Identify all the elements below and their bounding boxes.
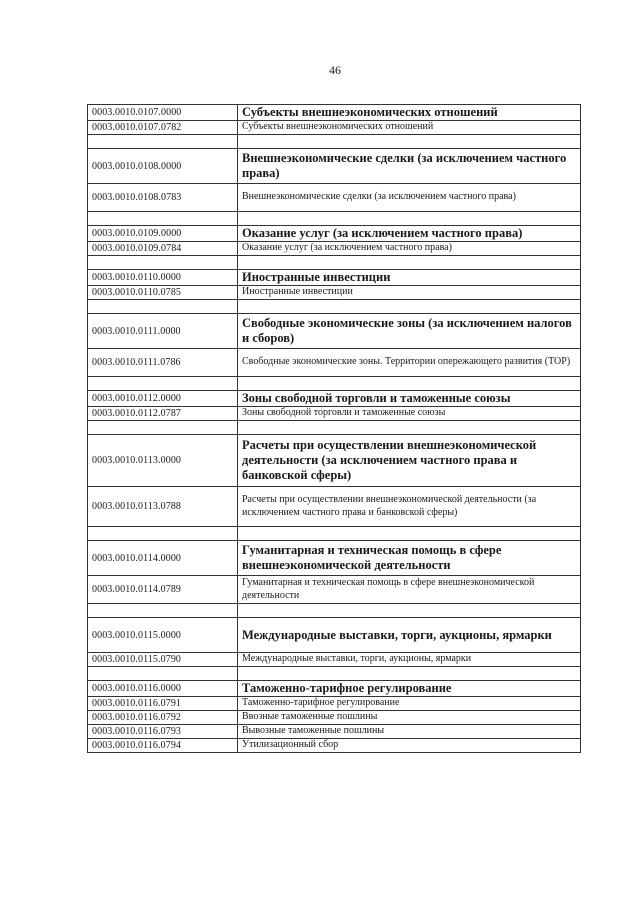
subsection-title: Таможенно-тарифное регулирование: [238, 697, 581, 711]
classifier-code: 0003.0010.0116.0791: [88, 697, 238, 711]
classifier-code: 0003.0010.0108.0000: [88, 149, 238, 184]
subsection-row: [88, 121, 581, 135]
spacer-cell: [88, 135, 238, 149]
classifier-table: [87, 104, 581, 753]
classifier-code: 0003.0010.0115.0790: [88, 653, 238, 667]
classifier-code: 0003.0010.0114.0000: [88, 541, 238, 576]
section-title: Международные выставки, торги, аукционы, ярмарки: [238, 618, 581, 653]
subsection-title: Внешнеэкономические сделки (за исключением частного права): [238, 184, 581, 212]
spacer-row: [88, 256, 581, 270]
section-header-row: [88, 149, 581, 184]
subsection-title: Субъекты внешнеэкономических отношений: [238, 121, 581, 135]
spacer-cell: [88, 377, 238, 391]
spacer-cell: [238, 135, 581, 149]
classifier-code: 0003.0010.0112.0787: [88, 407, 238, 421]
subsection-title: Гуманитарная и техническая помощь в сфере внешнеэкономической деятельности: [238, 576, 581, 604]
spacer-cell: [238, 212, 581, 226]
subsection-title: Утилизационный сбор: [238, 739, 581, 753]
section-title: Зоны свободной торговли и таможенные союзы: [238, 391, 581, 407]
classifier-code: 0003.0010.0116.0792: [88, 711, 238, 725]
section-header-row: [88, 270, 581, 286]
classifier-code: 0003.0010.0113.0788: [88, 487, 238, 527]
section-header-row: [88, 435, 581, 487]
spacer-row: [88, 135, 581, 149]
page-number: 46: [329, 63, 341, 77]
section-title: Субъекты внешнеэкономических отношений: [238, 105, 581, 121]
subsection-title: Оказание услуг (за исключением частного права): [238, 242, 581, 256]
section-title: Таможенно-тарифное регулирование: [238, 681, 581, 697]
classifier-code: 0003.0010.0107.0000: [88, 105, 238, 121]
subsection-row: [88, 725, 581, 739]
classifier-code: 0003.0010.0116.0000: [88, 681, 238, 697]
spacer-cell: [238, 667, 581, 681]
subsection-row: [88, 711, 581, 725]
spacer-cell: [238, 421, 581, 435]
spacer-cell: [238, 377, 581, 391]
spacer-row: [88, 212, 581, 226]
subsection-title: Расчеты при осуществлении внешнеэкономической деятельности (за исключением частного права и банковской сферы): [238, 487, 581, 527]
classifier-code: 0003.0010.0116.0793: [88, 725, 238, 739]
classifier-code: 0003.0010.0109.0000: [88, 226, 238, 242]
spacer-cell: [88, 300, 238, 314]
section-header-row: [88, 314, 581, 349]
section-title: Иностранные инвестиции: [238, 270, 581, 286]
section-header-row: [88, 391, 581, 407]
spacer-row: [88, 667, 581, 681]
classifier-code: 0003.0010.0113.0000: [88, 435, 238, 487]
classifier-code: 0003.0010.0108.0783: [88, 184, 238, 212]
spacer-cell: [238, 300, 581, 314]
spacer-cell: [88, 421, 238, 435]
spacer-row: [88, 300, 581, 314]
classifier-code: 0003.0010.0116.0794: [88, 739, 238, 753]
section-header-row: [88, 681, 581, 697]
spacer-cell: [88, 256, 238, 270]
classifier-code: 0003.0010.0109.0784: [88, 242, 238, 256]
spacer-row: [88, 527, 581, 541]
spacer-cell: [88, 604, 238, 618]
spacer-row: [88, 377, 581, 391]
classifier-code: 0003.0010.0107.0782: [88, 121, 238, 135]
subsection-row: [88, 286, 581, 300]
spacer-cell: [88, 667, 238, 681]
section-title: Внешнеэкономические сделки (за исключением частного права): [238, 149, 581, 184]
section-title: Расчеты при осуществлении внешнеэкономической деятельности (за исключением частного права и банковской сферы): [238, 435, 581, 487]
subsection-title: Ввозные таможенные пошлины: [238, 711, 581, 725]
spacer-cell: [88, 527, 238, 541]
section-header-row: [88, 541, 581, 576]
section-header-row: [88, 226, 581, 242]
spacer-cell: [238, 604, 581, 618]
classifier-code: 0003.0010.0111.0000: [88, 314, 238, 349]
section-title: Гуманитарная и техническая помощь в сфере внешнеэкономической деятельности: [238, 541, 581, 576]
subsection-title: Вывозные таможенные пошлины: [238, 725, 581, 739]
classifier-table-body: [88, 105, 581, 753]
classifier-code: 0003.0010.0115.0000: [88, 618, 238, 653]
subsection-title: Зоны свободной торговли и таможенные союзы: [238, 407, 581, 421]
classifier-code: 0003.0010.0112.0000: [88, 391, 238, 407]
subsection-row: [88, 349, 581, 377]
subsection-row: [88, 184, 581, 212]
subsection-row: [88, 576, 581, 604]
spacer-cell: [88, 212, 238, 226]
subsection-row: [88, 487, 581, 527]
spacer-row: [88, 421, 581, 435]
subsection-title: Международные выставки, торги, аукционы, ярмарки: [238, 653, 581, 667]
classifier-code: 0003.0010.0114.0789: [88, 576, 238, 604]
subsection-row: [88, 697, 581, 711]
classifier-code: 0003.0010.0110.0785: [88, 286, 238, 300]
section-title: Оказание услуг (за исключением частного права): [238, 226, 581, 242]
classifier-code: 0003.0010.0110.0000: [88, 270, 238, 286]
spacer-cell: [238, 256, 581, 270]
section-title: Свободные экономические зоны (за исключением налогов и сборов): [238, 314, 581, 349]
subsection-title: Свободные экономические зоны. Территории опережающего развития (ТОР): [238, 349, 581, 377]
section-header-row: [88, 105, 581, 121]
subsection-title: Иностранные инвестиции: [238, 286, 581, 300]
section-header-row: [88, 618, 581, 653]
spacer-cell: [238, 527, 581, 541]
subsection-row: [88, 739, 581, 753]
subsection-row: [88, 242, 581, 256]
subsection-row: [88, 653, 581, 667]
subsection-row: [88, 407, 581, 421]
classifier-code: 0003.0010.0111.0786: [88, 349, 238, 377]
spacer-row: [88, 604, 581, 618]
